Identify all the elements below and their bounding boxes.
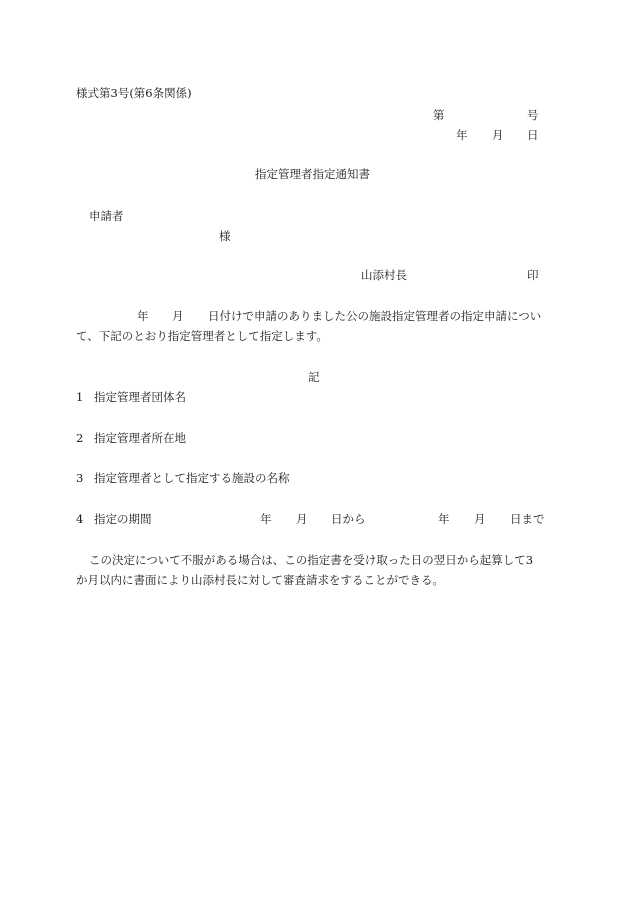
- body-date-year: 年: [137, 309, 149, 323]
- notice-line1: この決定について不服がある場合は、この指定書を受け取った日の翌日から起算して3: [89, 553, 534, 567]
- honorific: 様: [219, 229, 231, 243]
- body-text-line1: 日付けで申請のありました公の施設指定管理者の指定申請につい: [208, 309, 542, 323]
- item-label: 指定管理者として指定する施設の名称: [94, 471, 290, 485]
- item-label: 指定の期間: [94, 512, 152, 526]
- seal-mark: 印: [527, 268, 539, 282]
- item-label: 指定管理者団体名: [94, 390, 186, 404]
- body-text-line2: て、下記のとおり指定管理者として指定します。: [76, 329, 328, 343]
- period-start-year: 年: [260, 512, 272, 526]
- body-date-month: 月: [172, 309, 184, 323]
- period-end-year: 年: [438, 512, 450, 526]
- item-label: 指定管理者所在地: [94, 431, 186, 445]
- item-number: 3: [76, 471, 84, 485]
- item-number: 4: [76, 512, 84, 526]
- issue-day: 日: [527, 128, 539, 142]
- doc-number-prefix: 第: [433, 108, 445, 122]
- document-title: 指定管理者指定通知書: [255, 167, 370, 181]
- period-start-day: 日から: [331, 512, 366, 526]
- form-label: 様式第3号(第6条関係): [76, 86, 192, 100]
- sender-name: 山添村長: [361, 268, 407, 282]
- item-number: 2: [76, 431, 84, 445]
- doc-number-suffix: 号: [527, 108, 539, 122]
- applicant-label: 申請者: [89, 209, 124, 223]
- ki-heading: 記: [308, 370, 320, 384]
- issue-month: 月: [492, 128, 504, 142]
- item-number: 1: [76, 390, 84, 404]
- issue-year: 年: [456, 128, 468, 142]
- period-start-month: 月: [296, 512, 308, 526]
- notice-line2: か月以内に書面により山添村長に対して審査請求をすることができる。: [76, 573, 444, 587]
- period-end-day: 日まで: [510, 512, 545, 526]
- period-end-month: 月: [474, 512, 486, 526]
